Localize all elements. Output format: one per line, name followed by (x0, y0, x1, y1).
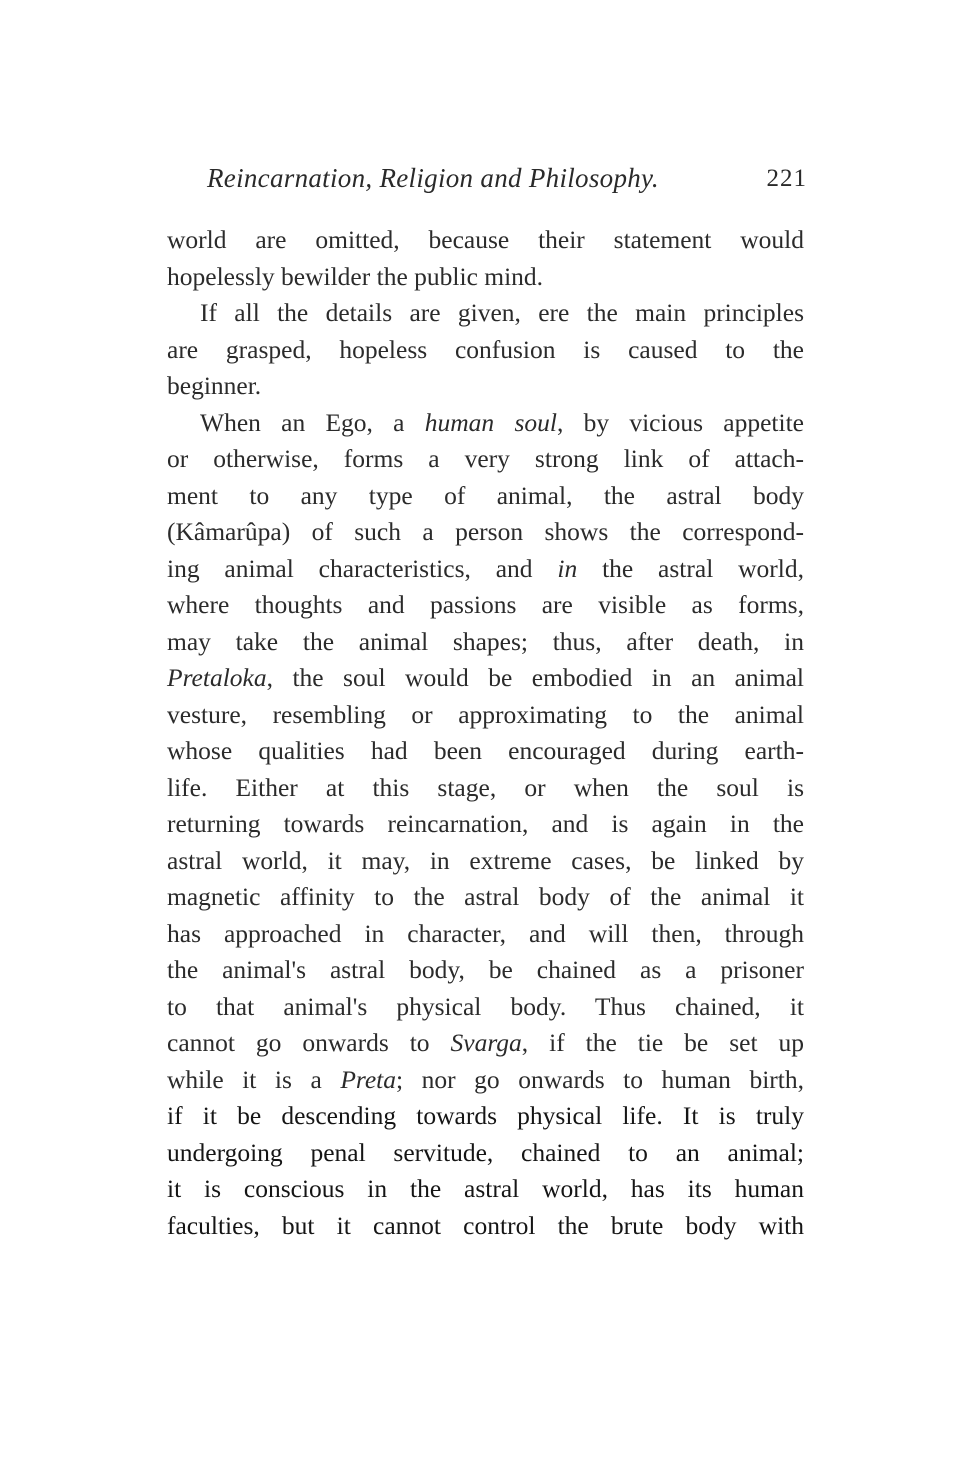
page-body-text (167, 222, 804, 1244)
text-line: world are omitted, because their statement would (167, 225, 804, 254)
text-line: hopelessly bewilder the public mind. (167, 261, 544, 291)
text-line: it is conscious in the astral world, has its human (167, 1174, 804, 1203)
text-line: or otherwise, forms a very strong link of attach- (167, 444, 804, 473)
paragraph-start-line: When an Ego, a human soul, by vicious appetite (200, 407, 804, 437)
text-line: ment to any type of animal, the astral body (167, 480, 804, 510)
paragraph-start-line: If all the details are given, ere the main principles (200, 298, 804, 327)
text-line: ing animal characteristics, and in the astral world, (167, 553, 804, 583)
text-line: to that animal's physical body. Thus chained, it (167, 991, 804, 1021)
text-line: faculties, but it cannot control the brute body with (167, 1210, 804, 1240)
text-line: (Kâmarûpa) of such a person shows the correspond- (167, 517, 804, 546)
text-line: while it is a Preta; nor go onwards to human birth, (167, 1064, 805, 1094)
text-line: may take the animal shapes; thus, after death, in (167, 626, 804, 656)
text-line: whose qualities had been encouraged during earth- (167, 736, 804, 765)
page-number: 221 (766, 165, 807, 192)
page-header (207, 163, 807, 199)
text-line: are grasped, hopeless confusion is caused to the (167, 334, 804, 364)
running-title: Reincarnation, Religion and Philosophy. (207, 163, 659, 193)
text-line: where thoughts and passions are visible as forms, (167, 590, 804, 619)
text-line: undergoing penal servitude, chained to an animal; (167, 1137, 804, 1167)
text-line: has approached in character, and will then, through (167, 918, 804, 948)
text-line: vesture, resembling or approximating to the animal (167, 699, 804, 729)
text-line: astral world, it may, in extreme cases, be linked by (167, 845, 804, 875)
text-line: magnetic affinity to the astral body of the animal it (167, 882, 804, 911)
text-line: Pretaloka, the soul would be embodied in an animal (167, 663, 804, 692)
text-line: returning towards reincarnation, and is again in the (167, 809, 804, 838)
text-line: the animal's astral body, be chained as a prisoner (167, 955, 804, 984)
text-line: beginner. (167, 371, 262, 400)
text-line: if it be descending towards physical life. It is truly (167, 1101, 804, 1130)
text-line: cannot go onwards to Svarga, if the tie be set up (167, 1028, 804, 1057)
text-line: life. Either at this stage, or when the soul is (167, 772, 804, 802)
